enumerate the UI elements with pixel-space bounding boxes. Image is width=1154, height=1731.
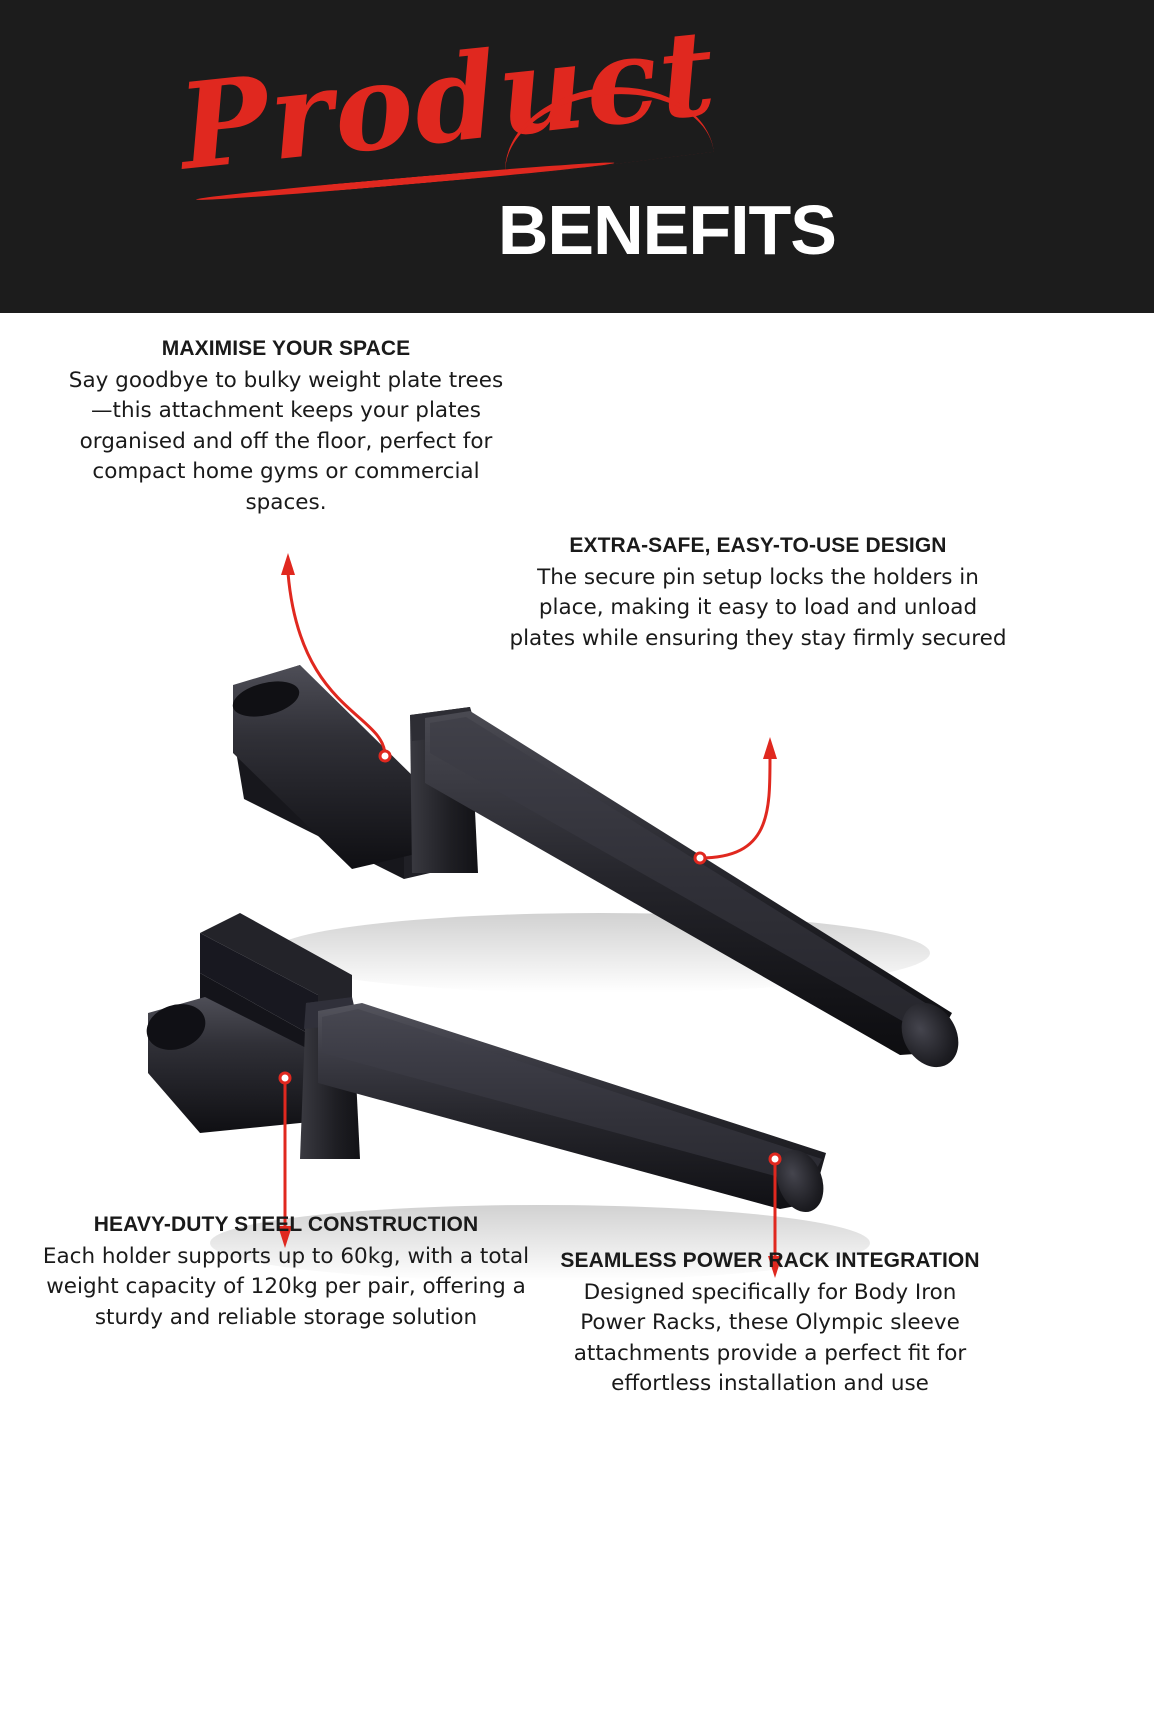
header-script-title: Product (172, 2, 723, 197)
callout-seamless-power-rack-integration (560, 1248, 980, 1400)
callout-body: The secure pin setup locks the holders in place, making it easy to load and unload plates while ensuring they stay firmly secured (509, 564, 1007, 651)
header-inner (0, 0, 1154, 313)
header-banner (0, 0, 1154, 313)
product-image-area (0, 313, 1154, 1731)
product-photo-weight-plate-holders (0, 313, 1154, 1731)
callout-title: EXTRA-SAFE, EASY-TO-USE DESIGN (569, 534, 947, 557)
leader-line-extra-safe (700, 757, 770, 858)
callout-body: Designed specifically for Body Iron Power Racks, these Olympic sleeve attachments provide a perfect fit for effortless installation and use (573, 1279, 967, 1397)
callout-maximise-your-space (62, 336, 510, 518)
callout-heavy-duty-steel-construction (30, 1212, 542, 1333)
callout-title: SEAMLESS POWER RACK INTEGRATION (560, 1249, 980, 1272)
callout-title: HEAVY-DUTY STEEL CONSTRUCTION (93, 1213, 479, 1236)
callout-body: Each holder supports up to 60kg, with a total weight capacity of 120kg per pair, offering a sturdy and reliable storage solution (42, 1243, 530, 1330)
callout-body: Say goodbye to bulky weight plate trees—this attachment keeps your plates organised and off the floor, perfect for compact home gyms or commercial spaces. (68, 367, 504, 515)
callout-extra-safe-easy-to-use-design (508, 533, 1008, 654)
callout-title: MAXIMISE YOUR SPACE (161, 337, 411, 360)
header-block-title: BENEFITS (497, 191, 836, 269)
